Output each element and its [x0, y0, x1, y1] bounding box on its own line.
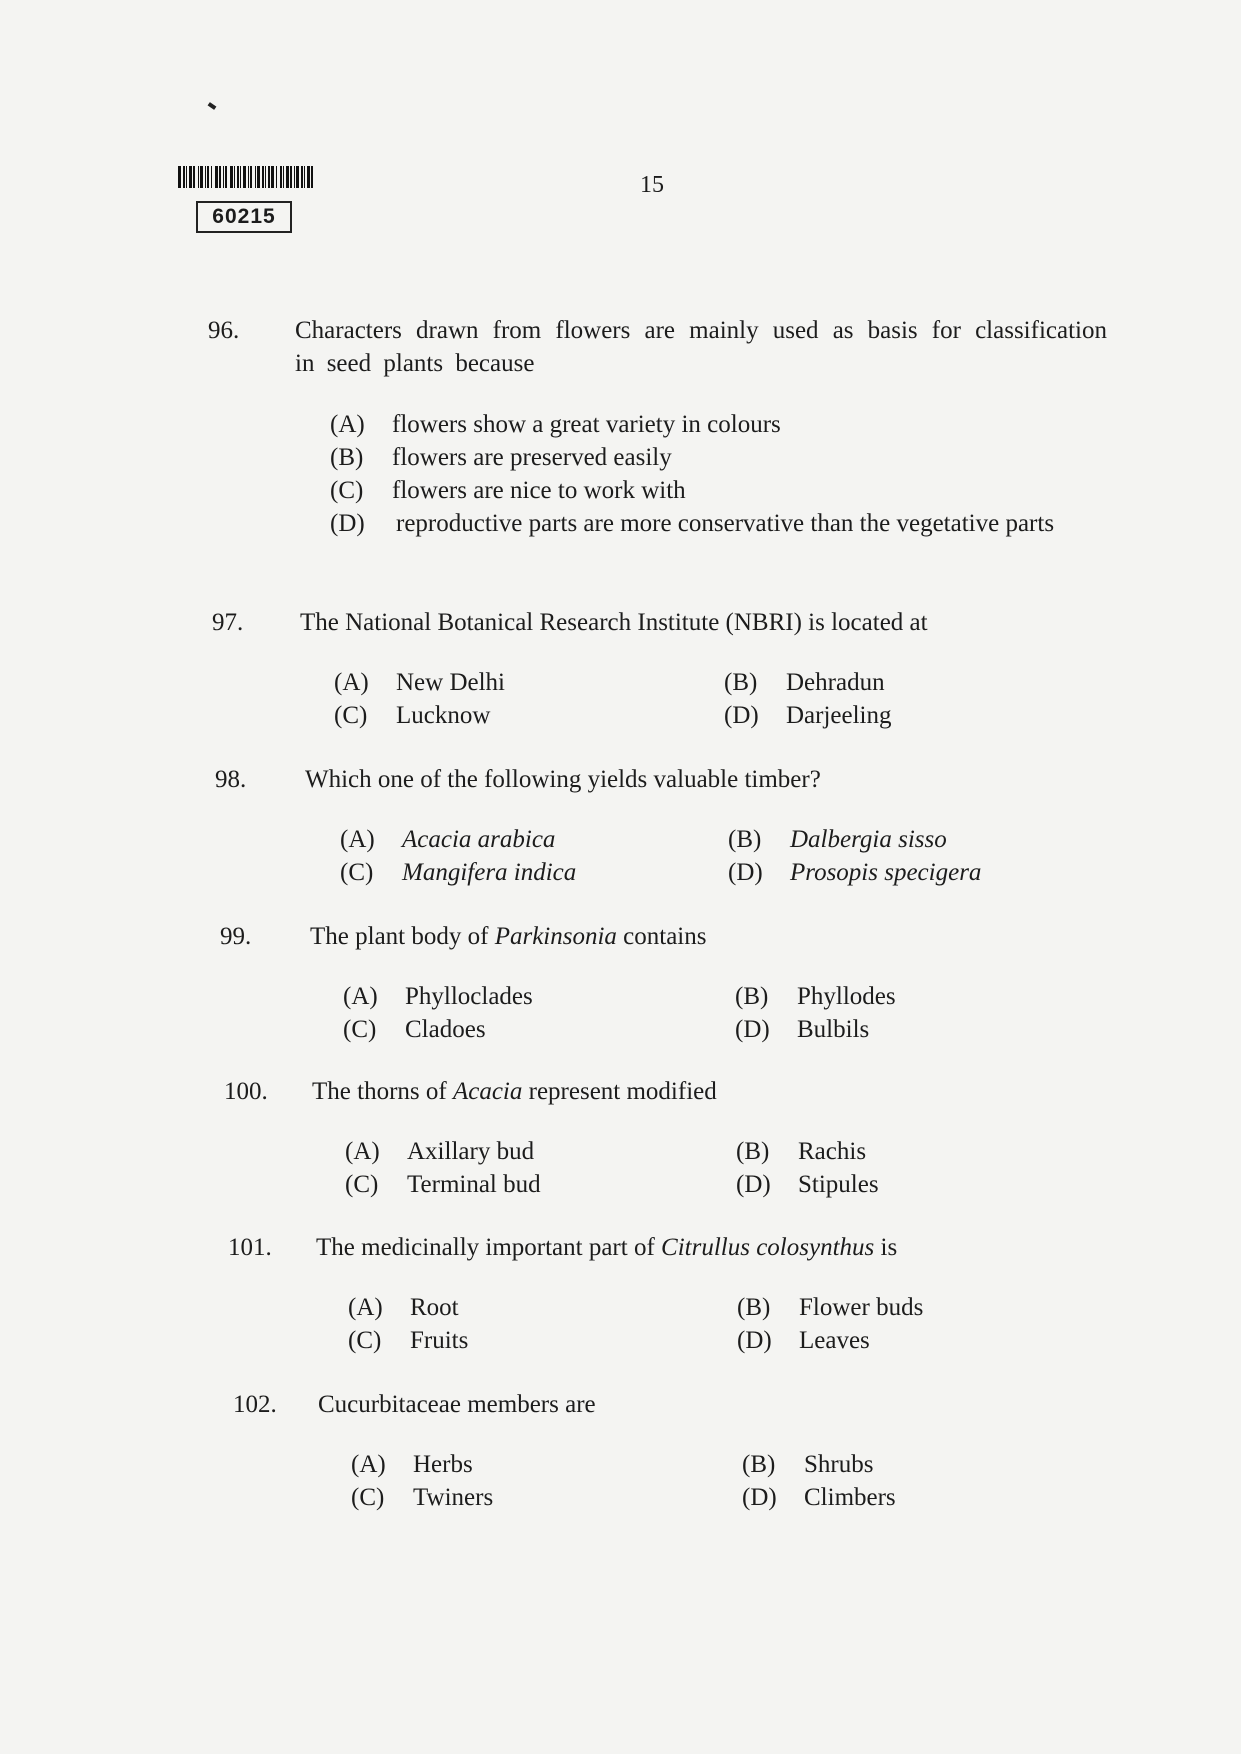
option-label: (A)	[330, 411, 365, 438]
option-label: (A)	[340, 826, 375, 853]
option-label: (B)	[735, 983, 769, 1010]
option-b	[330, 441, 672, 474]
question-98	[215, 763, 1115, 886]
option-label: (C)	[343, 1016, 377, 1043]
option-c	[330, 474, 686, 507]
option-b	[724, 666, 885, 699]
option-d	[735, 1013, 869, 1046]
option-text: Phyllodes	[797, 983, 896, 1010]
option-text: Axillary bud	[407, 1138, 535, 1165]
option-text: reproductive parts are more conservative than the vegetative parts	[396, 510, 1055, 537]
option-label: (B)	[728, 826, 762, 853]
option-label: (C)	[330, 477, 364, 504]
option-label: (C)	[340, 859, 374, 886]
option-text: Terminal bud	[407, 1171, 541, 1198]
option-label: (D)	[737, 1327, 772, 1354]
option-label: (D)	[736, 1171, 771, 1198]
option-text: Prosopis specigera	[790, 859, 982, 886]
option-a	[348, 1291, 459, 1324]
option-label: (D)	[330, 510, 365, 537]
question-text: The medicinally important part of Citrullus colosynthus is	[316, 1234, 898, 1261]
option-text: Darjeeling	[786, 702, 892, 729]
option-text: Climbers	[804, 1484, 896, 1511]
option-text: Herbs	[413, 1451, 473, 1478]
plant-name: Parkinsonia	[494, 923, 617, 950]
question-text: The National Botanical Research Institute (NBRI) is located at	[300, 609, 928, 636]
question-number: 98.	[215, 766, 247, 793]
option-text: Root	[410, 1294, 459, 1321]
option-text: Phylloclades	[405, 983, 533, 1010]
option-text: flowers show a great variety in colours	[392, 411, 781, 438]
option-text: Bulbils	[797, 1016, 870, 1043]
option-label: (A)	[351, 1451, 386, 1478]
option-label: (C)	[345, 1171, 379, 1198]
option-text: Dehradun	[786, 669, 885, 696]
question-number: 100.	[224, 1078, 268, 1105]
option-text: Lucknow	[396, 702, 491, 729]
question-text: Characters drawn from flowers are mainly used as basis for classification in seed plants because	[295, 317, 1107, 377]
option-c	[334, 699, 490, 732]
option-text: flowers are preserved easily	[392, 444, 672, 471]
option-label: (D)	[742, 1484, 777, 1511]
plant-name: Citrullus colosynthus	[661, 1234, 875, 1261]
option-b	[735, 980, 896, 1013]
option-label: (A)	[343, 983, 378, 1010]
option-label: (B)	[742, 1451, 776, 1478]
question-number: 102.	[233, 1391, 277, 1418]
option-label: (A)	[345, 1138, 380, 1165]
option-b	[737, 1291, 923, 1324]
option-label: (D)	[735, 1016, 770, 1043]
plant-name: Acacia	[452, 1078, 523, 1105]
option-d	[724, 699, 892, 732]
option-text: Shrubs	[804, 1451, 874, 1478]
option-d	[330, 507, 1108, 577]
option-label: (A)	[334, 669, 369, 696]
option-b	[728, 823, 947, 856]
question-97	[212, 606, 1112, 729]
option-a	[330, 408, 781, 441]
option-label: (D)	[728, 859, 763, 886]
option-text: Rachis	[798, 1138, 867, 1165]
question-number: 97.	[212, 609, 244, 636]
option-text: Acacia arabica	[402, 826, 556, 853]
option-c	[348, 1324, 468, 1357]
option-a	[345, 1135, 534, 1168]
barcode	[178, 166, 353, 188]
option-label: (A)	[348, 1294, 383, 1321]
paper-code: 60215	[196, 201, 292, 233]
option-a	[334, 666, 505, 699]
question-96	[208, 314, 1108, 574]
question-text: Cucurbitaceae members are	[318, 1391, 596, 1418]
option-label: (C)	[351, 1484, 385, 1511]
option-a	[351, 1448, 473, 1481]
option-text: Dalbergia sisso	[790, 826, 947, 853]
option-c	[340, 856, 576, 889]
question-number: 99.	[220, 923, 252, 950]
option-text: Twiners	[413, 1484, 494, 1511]
option-text: Fruits	[410, 1327, 469, 1354]
option-c	[345, 1168, 541, 1201]
question-99	[220, 920, 1120, 1043]
option-label: (B)	[736, 1138, 770, 1165]
question-number: 96.	[208, 317, 240, 344]
option-b	[742, 1448, 873, 1481]
option-label: (B)	[724, 669, 758, 696]
question-102	[233, 1388, 1133, 1511]
stray-mark	[208, 102, 217, 110]
option-d	[737, 1324, 870, 1357]
option-label: (C)	[348, 1327, 382, 1354]
option-d	[742, 1481, 896, 1514]
option-label: (B)	[330, 444, 364, 471]
option-text: Cladoes	[405, 1016, 486, 1043]
question-text: Which one of the following yields valuable timber?	[305, 766, 821, 793]
option-c	[343, 1013, 486, 1046]
question-number: 101.	[228, 1234, 272, 1261]
option-text: flowers are nice to work with	[392, 477, 686, 504]
option-text: New Delhi	[396, 669, 505, 696]
option-label: (C)	[334, 702, 368, 729]
option-a	[340, 823, 555, 856]
option-label: (B)	[737, 1294, 771, 1321]
question-100	[224, 1075, 1124, 1198]
option-text: Mangifera indica	[402, 859, 577, 886]
option-label: (D)	[724, 702, 759, 729]
page-number: 15	[640, 172, 664, 198]
question-text: The plant body of Parkinsonia contains	[310, 923, 707, 950]
question-101	[228, 1231, 1128, 1354]
question-text: The thorns of Acacia represent modified	[312, 1078, 717, 1105]
option-text: Stipules	[798, 1171, 879, 1198]
option-text: Leaves	[799, 1327, 870, 1354]
option-text: Flower buds	[799, 1294, 924, 1321]
option-d	[728, 856, 981, 889]
option-b	[736, 1135, 866, 1168]
option-a	[343, 980, 533, 1013]
option-c	[351, 1481, 493, 1514]
option-d	[736, 1168, 879, 1201]
